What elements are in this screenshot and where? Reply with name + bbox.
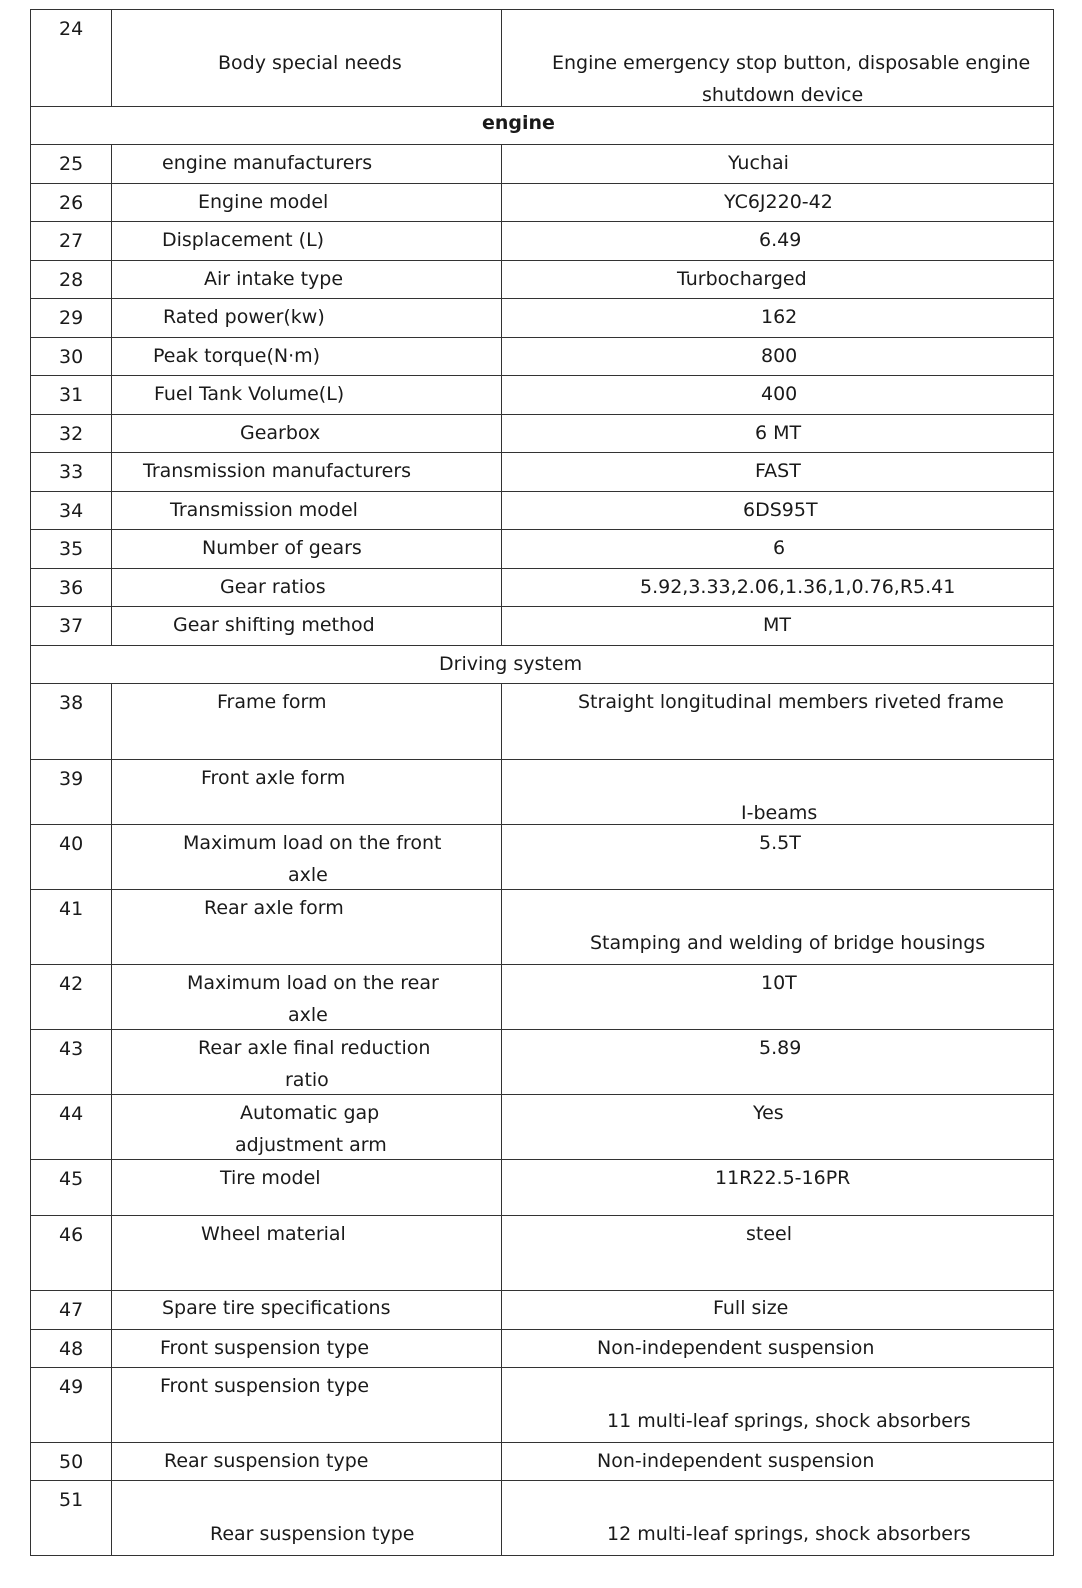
row-number: 32 [59,423,84,445]
row-number: 29 [59,307,84,329]
table-row [30,568,1054,606]
parameter-cell [111,415,501,452]
parameter-label: Body special needs [218,52,402,74]
parameter-cell [111,1216,501,1290]
row-number: 46 [59,1224,84,1246]
table-row [30,260,1054,298]
row-number-cell [30,415,111,452]
value-text: FAST [755,460,801,482]
parameter-cell [111,1443,501,1480]
parameter-cell [111,1095,501,1159]
parameter-cell [111,530,501,568]
table-row [30,1159,1054,1215]
row-number-cell [30,492,111,529]
parameter-cell [111,1030,501,1094]
section-title: engine [482,112,555,134]
parameter-label: Front suspension type [160,1375,370,1397]
value-text: I-beams [741,802,818,824]
value-cell [501,184,1054,221]
row-number-cell [30,890,111,964]
value-text: YC6J220-42 [724,191,833,213]
table-row [30,824,1054,889]
row-number-cell [30,1291,111,1329]
value-cell [501,1443,1054,1480]
table-row [30,759,1054,824]
parameter-cell [111,607,501,645]
row-number-cell [30,261,111,298]
parameter-cell [111,10,501,106]
row-number: 28 [59,269,84,291]
section-title: Driving system [439,653,583,675]
parameter-label: Gear ratios [220,576,326,598]
parameter-cell [111,890,501,964]
value-text-line2: shutdown device [702,84,864,106]
table-row [30,144,1054,183]
parameter-label: Transmission manufacturers [143,460,412,482]
section-header-cell [30,107,1054,144]
row-number: 41 [59,898,84,920]
value-text: 5.92,3.33,2.06,1.36,1,0.76,R5.41 [640,576,956,598]
value-text: 10T [761,972,797,994]
value-cell [501,890,1054,964]
row-number: 44 [59,1103,84,1125]
value-cell [501,492,1054,529]
table-row [30,9,1054,106]
parameter-cell [111,1368,501,1442]
value-text: Non-independent suspension [597,1450,875,1472]
table-row [30,1329,1054,1367]
row-number-cell [30,376,111,414]
value-cell [501,684,1054,759]
table-row [30,1480,1054,1555]
row-number: 38 [59,692,84,714]
value-text: Non-independent suspension [597,1337,875,1359]
value-cell [501,261,1054,298]
parameter-label: Frame form [217,691,327,713]
parameter-cell [111,1160,501,1215]
value-text: 6.49 [759,229,802,251]
row-number: 24 [59,18,84,40]
value-cell [501,222,1054,260]
row-number-cell [30,607,111,645]
table-row [30,964,1054,1029]
value-cell [501,1368,1054,1442]
value-text: steel [746,1223,793,1245]
row-number-cell [30,965,111,1029]
value-text: Yuchai [728,152,789,174]
section-row [30,106,1054,144]
value-cell [501,1160,1054,1215]
row-number-cell [30,1330,111,1367]
row-number-cell [30,338,111,375]
table-row [30,1215,1054,1290]
value-text: 800 [761,345,798,367]
value-text: 400 [761,383,798,405]
row-number: 35 [59,538,84,560]
parameter-cell [111,1291,501,1329]
value-cell [501,1481,1054,1555]
parameter-label-line1: Automatic gap [240,1102,380,1124]
value-text: 6 MT [755,422,802,444]
value-cell [501,145,1054,183]
parameter-label: Rear suspension type [210,1523,415,1545]
table-row [30,683,1054,759]
value-cell [501,415,1054,452]
row-number-cell [30,222,111,260]
parameter-label: Front suspension type [160,1337,370,1359]
value-cell [501,607,1054,645]
table-row [30,1029,1054,1094]
parameter-cell [111,825,501,889]
row-number-cell [30,184,111,221]
row-number: 50 [59,1451,84,1473]
table-row [30,606,1054,645]
row-number: 36 [59,577,84,599]
row-number-cell [30,1216,111,1290]
row-number-cell [30,1443,111,1480]
row-number: 47 [59,1299,84,1321]
row-number: 27 [59,230,84,252]
parameter-label-line2: axle [288,1004,328,1026]
parameter-label: Transmission model [170,499,358,521]
value-cell [501,1095,1054,1159]
row-number-cell [30,760,111,824]
value-text: Turbocharged [677,268,807,290]
parameter-cell [111,760,501,824]
section-row [30,645,1054,683]
parameter-cell [111,145,501,183]
table-bottom-border [30,1555,1054,1556]
value-cell [501,569,1054,606]
row-number: 33 [59,461,84,483]
parameter-cell [111,222,501,260]
value-cell [501,453,1054,491]
row-number-cell [30,530,111,568]
parameter-label: Gear shifting method [173,614,375,636]
parameter-label-line2: axle [288,864,328,886]
row-number: 42 [59,973,84,995]
table-row [30,529,1054,568]
row-number-cell [30,825,111,889]
value-text: 11 multi-leaf springs, shock absorbers [607,1410,971,1432]
row-number: 43 [59,1038,84,1060]
parameter-cell [111,453,501,491]
parameter-label: Wheel material [201,1223,346,1245]
value-text: Yes [753,1102,784,1124]
value-cell [501,760,1054,824]
table-row [30,337,1054,375]
parameter-cell [111,184,501,221]
value-text-line1: Engine emergency stop button, disposable engine [552,52,1031,74]
row-number-cell [30,145,111,183]
parameter-label-line2: ratio [285,1069,329,1091]
table-row [30,375,1054,414]
table-row [30,889,1054,964]
value-cell [501,1030,1054,1094]
parameter-cell [111,338,501,375]
value-cell [501,1216,1054,1290]
parameter-label-line1: Rear axle final reduction [198,1037,431,1059]
value-text: Straight longitudinal members riveted frame [578,691,1004,713]
value-text: 11R22.5-16PR [715,1167,851,1189]
table-row [30,452,1054,491]
table-row [30,1290,1054,1329]
row-number: 48 [59,1338,84,1360]
row-number: 51 [59,1489,84,1511]
value-cell [501,1291,1054,1329]
row-number: 49 [59,1376,84,1398]
value-cell [501,965,1054,1029]
parameter-cell [111,684,501,759]
parameter-cell [111,965,501,1029]
parameter-cell [111,569,501,606]
value-text: 162 [761,306,798,328]
parameter-label: Peak torque(N·m) [153,345,321,367]
row-number: 34 [59,500,84,522]
value-cell [501,376,1054,414]
value-cell [501,299,1054,337]
row-number-cell [30,569,111,606]
row-number: 45 [59,1168,84,1190]
parameter-cell [111,492,501,529]
row-number-cell [30,10,111,106]
parameter-label: Rear suspension type [164,1450,369,1472]
row-number-cell [30,1095,111,1159]
parameter-label-line2: adjustment arm [235,1134,387,1156]
row-number-cell [30,1481,111,1555]
parameter-label-line1: Maximum load on the rear [187,972,439,994]
value-text: Full size [713,1297,789,1319]
value-text: 6 [773,537,786,559]
value-cell [501,825,1054,889]
value-cell [501,1330,1054,1367]
table-row [30,1442,1054,1480]
row-number-cell [30,684,111,759]
table-row [30,221,1054,260]
value-text: 5.5T [759,832,801,854]
table-row [30,414,1054,452]
table-row [30,1367,1054,1442]
row-number: 31 [59,384,84,406]
value-text: 6DS95T [743,499,818,521]
value-text: 5.89 [759,1037,802,1059]
table-row [30,183,1054,221]
value-text: MT [763,614,791,636]
row-number: 37 [59,615,84,637]
parameter-label: Front axle form [201,767,346,789]
value-cell [501,530,1054,568]
parameter-label: Number of gears [202,537,362,559]
row-number-cell [30,1368,111,1442]
table-row [30,1094,1054,1159]
table-row [30,491,1054,529]
parameter-label-line1: Maximum load on the front [183,832,442,854]
parameter-label: Fuel Tank Volume(L) [154,383,345,405]
row-number: 26 [59,192,84,214]
parameter-label: Gearbox [240,422,321,444]
parameter-label: Engine model [198,191,329,213]
parameter-label: Spare tire specifications [162,1297,391,1319]
row-number-cell [30,1030,111,1094]
parameter-cell [111,299,501,337]
row-number-cell [30,299,111,337]
parameter-label: Rated power(kw) [163,306,325,328]
parameter-label: Tire model [220,1167,321,1189]
row-number-cell [30,1160,111,1215]
parameter-cell [111,1481,501,1555]
parameter-label: Rear axle form [204,897,344,919]
table-row [30,298,1054,337]
parameter-cell [111,376,501,414]
value-cell [501,10,1054,106]
parameter-cell [111,261,501,298]
parameter-cell [111,1330,501,1367]
parameter-label: engine manufacturers [162,152,373,174]
row-number-cell [30,453,111,491]
row-number: 25 [59,153,84,175]
parameter-label: Displacement (L) [162,229,325,251]
row-number: 39 [59,768,84,790]
value-text: 12 multi-leaf springs, shock absorbers [607,1523,971,1545]
row-number: 30 [59,346,84,368]
section-header-cell [30,646,1054,683]
value-cell [501,338,1054,375]
row-number: 40 [59,833,84,855]
parameter-label: Air intake type [204,268,344,290]
value-text: Stamping and welding of bridge housings [590,932,986,954]
